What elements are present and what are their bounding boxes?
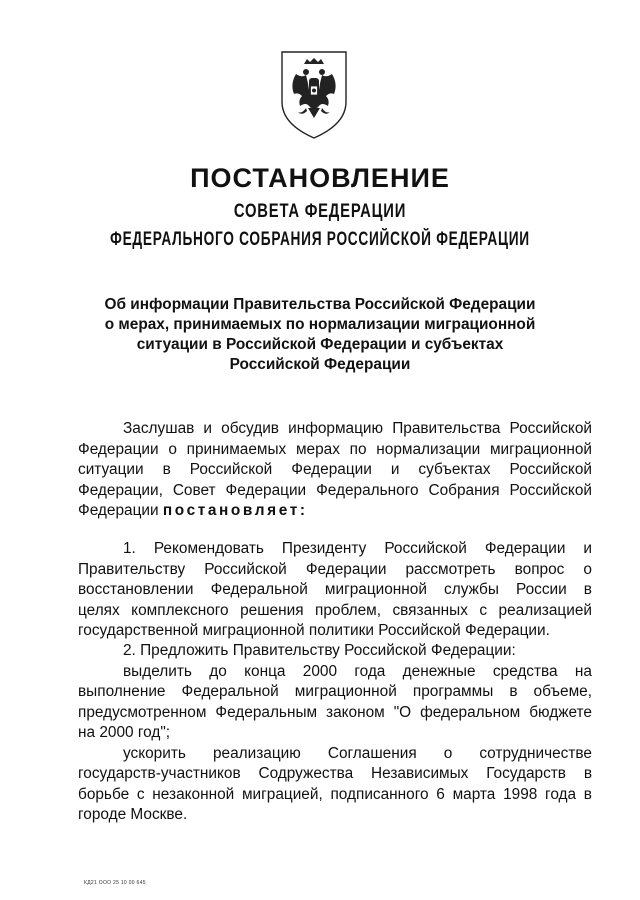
item-2-paragraph: [78, 641, 592, 826]
resolution-verb: постановляет:: [162, 502, 308, 519]
print-code: КД21 ООО 25 10 00 645: [84, 880, 146, 886]
body-line: городе Москве.: [78, 806, 188, 823]
body-text-fragment: Федерации: [78, 502, 159, 519]
body-line: Федерации, Совет Федерации Федерального Собрания Российской: [78, 481, 592, 499]
body-line: предусмотренном Федеральным законом "О федеральном бюджете: [78, 703, 592, 721]
document-title: ПОСТАНОВЛЕНИЕ: [190, 163, 450, 193]
preamble-paragraph: [78, 419, 592, 522]
subject-line: о мерах, принимаемых по нормализации миграционной: [104, 316, 536, 333]
body-line: ускорить реализацию Соглашения о сотрудничестве: [123, 744, 592, 762]
subject-line: ситуации в Российской Федерации и субъектах: [136, 336, 504, 353]
subject-line: Об информации Правительства Российской Федерации: [104, 296, 536, 313]
body-line: государств-участников Содружества Независимых Государств в: [78, 765, 592, 782]
coat-of-arms-icon: [278, 50, 350, 140]
body-line: выделить до конца 2000 года денежные средства на: [123, 662, 592, 680]
body-line: на 2000 год";: [78, 724, 171, 741]
document-issuer-line1: СОВЕТА ФЕДЕРАЦИИ: [233, 201, 407, 222]
document-issuer-line2: ФЕДЕРАЛЬНОГО СОБРАНИЯ РОССИЙСКОЙ ФЕДЕРАЦИИ: [110, 229, 530, 250]
document-subject: [90, 295, 550, 375]
body-line: борьбе с незаконной миграцией, подписанного 6 марта 1998 года в: [78, 785, 592, 803]
body-line: Заслушав и обсудив информацию Правительства Российской: [123, 420, 592, 437]
body-line: Федерации о принимаемых мерах по нормализации миграционной: [78, 440, 592, 458]
body-line: 2. Предложить Правительству Российской Федерации:: [123, 642, 516, 659]
body-line: 1. Рекомендовать Президенту Российской Федерации и: [123, 540, 592, 557]
body-line: [78, 501, 592, 522]
subject-line: Российской Федерации: [229, 356, 411, 373]
item-1-paragraph: [78, 539, 592, 642]
body-line: ситуации в Российской Федерации и субъектах Российской: [78, 461, 592, 478]
body-line: целях комплексного решения проблем, связанных с реализацией: [78, 601, 592, 619]
body-line: выполнение Федеральной миграционной программы в объеме,: [78, 683, 592, 700]
body-line: Правительству Российской Федерации рассмотреть вопрос о: [78, 560, 592, 578]
body-line: восстановлении Федеральной миграционной службы России в: [78, 581, 592, 598]
body-line: государственной миграционной политики Российской Федерации.: [78, 622, 550, 639]
